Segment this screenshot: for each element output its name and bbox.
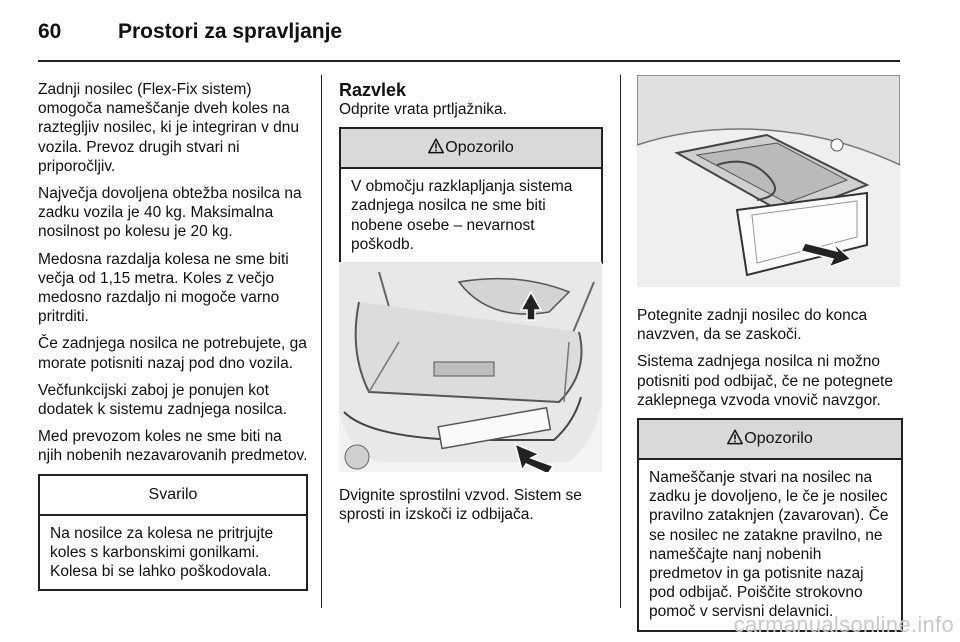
warning-title: Opozorilo <box>445 139 514 157</box>
carrier-illustration <box>637 75 900 287</box>
paragraph: Med prevozom koles ne sme biti na njih nobenih nezavarovanih predmetov. <box>38 428 308 465</box>
warning-header <box>639 420 901 460</box>
warning-text: V območju razklapljanja sistema zadnjega nosilca ne sme biti nobene osebe – nevarnost poškodb. <box>351 178 573 253</box>
notice-box <box>38 474 308 592</box>
column-left <box>38 80 308 591</box>
header-divider <box>38 60 900 62</box>
page-title: Prostori za spravljanje <box>118 20 343 43</box>
page-number: 60 <box>38 20 62 43</box>
warning-text: Nameščanje stvari na nosilec na zadku je dovoljeno, le če je nosilec pravilno zataknjen (zavarovan). Če se nosilec ne zatakne pravilno, ne nameščajte nanj nobenih predmetov in ga potisnite nazaj pod odbijač. Poiščite strokovno pomoč v servisni delavnici. <box>649 469 889 621</box>
section-heading: Razvlek <box>339 80 407 100</box>
paragraph: Potegnite zadnji nosilec do konca navzven, da se zaskoči. <box>637 307 868 344</box>
intro-text: Odprite vrata prtljažnika. <box>339 101 507 118</box>
column-divider <box>620 75 621 608</box>
paragraph: Medosna razdalja kolesa ne sme biti večja od 1,15 metra. Koles z večjo medosno razdaljo ni mogoče varno pritrditi. <box>38 250 289 326</box>
paragraph: Največja dovoljena obtežba nosilca na zadku vozila je 40 kg. Maksimalna nosilnost po kolesu je 20 kg. <box>38 185 302 241</box>
warning-box <box>637 418 903 632</box>
warning-header <box>341 129 601 169</box>
warning-triangle-icon <box>727 429 743 445</box>
paragraph: Če zadnjega nosilca ne potrebujete, ga morate potisniti nazaj pod dno vozila. <box>38 335 307 372</box>
caption-text: Dvignite sprostilni vzvod. Sistem se sprosti in izskoči iz odbijača. <box>339 487 582 524</box>
column-middle <box>339 80 603 264</box>
watermark: carmanualsonline.info <box>733 612 954 637</box>
notice-title: Svarilo <box>40 476 306 516</box>
paragraph: Sistema zadnjega nosilca ni možno potisniti pod odbijač, če ne potegnete zaklepnega vzvoda vnovič navzgor. <box>637 353 893 409</box>
warning-title: Opozorilo <box>744 430 813 448</box>
trunk-illustration <box>339 262 602 472</box>
paragraph: Večfunkcijski zaboj je ponujen kot dodatek k sistemu zadnjega nosilca. <box>38 381 288 419</box>
notice-text: Na nosilce za kolesa ne pritrjujte koles s karbonskimi gonilkami. Kolesa bi se lahko poškodovala. <box>50 524 274 581</box>
paragraph: Zadnji nosilec (Flex-Fix sistem) omogoča nameščanje dveh koles na raztegljiv nosilec, ki je integriran v dnu vozila. Prevoz drugih stvari ni priporočljiv. <box>38 81 300 175</box>
figure-caption <box>339 486 603 532</box>
column-divider <box>321 75 322 608</box>
column-right <box>637 306 903 632</box>
warning-triangle-icon <box>428 138 444 154</box>
warning-box <box>339 127 603 264</box>
